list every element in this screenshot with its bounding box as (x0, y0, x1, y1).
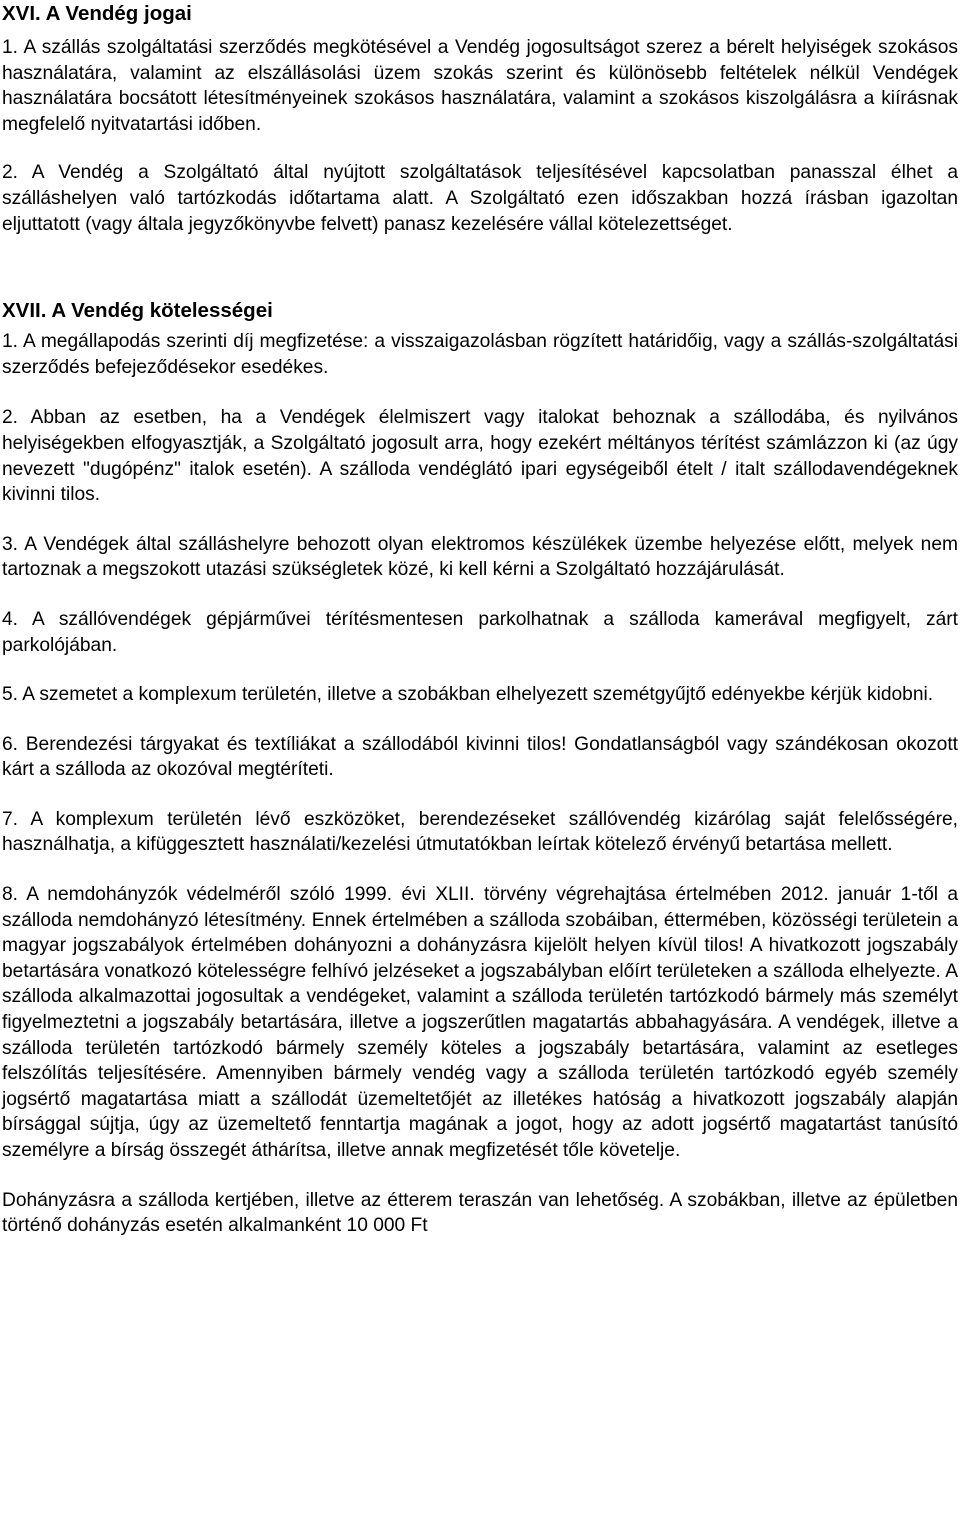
obligation-paragraph-6: 6. Berendezési tárgyakat és textíliákat a szállodából kivinni tilos! Gondatlanságból vagy szándékosan okozott kárt a szálloda az okozóval megtéríteti. (2, 733, 958, 781)
guest-rights-paragraph-1: 1. A szállás szolgáltatási szerződés megkötésével a Vendég jogosultságot szerez a bérelt helyiségek szokásos használatára, valamint az elszállásolási üzem szokás szerint és különösebb feltételek nélkül Vendégek használatára bocsátott létesítményeinek szokásos használatára, valamint a szokásos kiszolgálásra a kiírásnak megfelelő nyitvatartási időben. (2, 37, 958, 135)
obligation-paragraph-2: 2. Abban az esetben, ha a Vendégek élelmiszert vagy italokat behoznak a szállodába, és nyilvános helyiségekben elfogyasztják, a Szolgáltató jogosult arra, hogy ezekért méltányos térítést számlázzon ki (az úgy nevezett "dugópénz" italok esetén). A szálloda vendéglátó ipari egységeiből ételt / italt szállodavendégeknek kivinni tilos. (2, 407, 958, 506)
section-heading-guest-rights: XVI. A Vendég jogai (2, 2, 192, 25)
smoking-area-paragraph: Dohányzásra a szálloda kertjében, illetve az étterem teraszán van lehetőség. A szobákban, illetve az épületben történő dohányzás esetén alkalmanként 10 000 Ft (2, 1189, 958, 1237)
obligation-paragraph-8: 8. A nemdohányzók védelméről szóló 1999. évi XLII. törvény végrehajtása értelmében 2012. január 1-től a szálloda nemdohányzó létesítmény. Ennek értelmében a szálloda szobáiban, éttermében, közösségi területein a magyar jogszabályok értelmében dohányozni a dohányzásra kijelölt helyen kívül tilos! A hivatkozott jogszabály betartására vonatkozó kötelességre felhívó jelzéseket a jogszabályban előírt területeken a szálloda elhelyezte. A szálloda alkalmazottai jogosultak a vendégeket, valamint a szálloda területén tartózkodó bármely más személyt figyelmeztetni a jogszabály betartására, illetve a jogszerűtlen magatartás abbahagyására. A vendégek, illetve a szálloda területén tartózkodó bármely személy köteles a jogszabály betartására, valamint az esetleges felszólítás teljesítésére. Amennyiben bármely vendég vagy a szálloda területén tartózkodó egyéb személy jogsértő magatartása miatt a szállodát üzemeltetőjét az illetékes hatóság a hivatkozott jogszabály alapján bírsággal sújtja, úgy az üzemeltető fenntartja magának a jogot, hogy az adott jogsértő magatartást tanúsító személyre a bírság összegét áthárítsa, illetve annak megfizetését tőle követelje. (2, 884, 958, 1161)
obligation-paragraph-3: 3. A Vendégek által szálláshelyre behozott olyan elektromos készülékek üzembe helyezése előtt, melyek nem tartoznak a megszokott utazási szükségletek közé, ki kell kérni a Szolgáltató hozzájárulását. (2, 533, 958, 581)
guest-rights-paragraph-2: 2. A Vendég a Szolgáltató által nyújtott szolgáltatások teljesítésével kapcsolatban panasszal élhet a szálláshelyen való tartózkodás időtartama alatt. A Szolgáltató ezen időszakban hozzá írásban igazoltan eljuttatott (vagy általa jegyzőkönyvbe felvett) panasz kezelésére vállal kötelezettséget. (2, 162, 958, 235)
obligation-paragraph-1: 1. A megállapodás szerinti díj megfizetése: a visszaigazolásban rögzített határidőig, vagy a szállás-szolgáltatási szerződés befejeződésekor esedékes. (2, 331, 958, 378)
section-heading-guest-obligations: XVII. A Vendég kötelességei (2, 299, 273, 323)
obligation-paragraph-5: 5. A szemetet a komplexum területén, illetve a szobákban elhelyezett szemétgyűjtő edényekbe kérjük kidobni. (2, 684, 934, 706)
obligation-paragraph-7: 7. A komplexum területén lévő eszközöket, berendezéseket szállóvendég kizárólag saját felelősségére, használhatja, a kifüggesztett használati/kezelési útmutatókban leírtak kötelező érvényű betartása mellett. (2, 808, 958, 856)
document-page (2, 0, 958, 1239)
obligation-paragraph-4: 4. A szállóvendégek gépjárművei térítésmentesen parkolhatnak a szálloda kamerával megfigyelt, zárt parkolójában. (2, 608, 958, 656)
